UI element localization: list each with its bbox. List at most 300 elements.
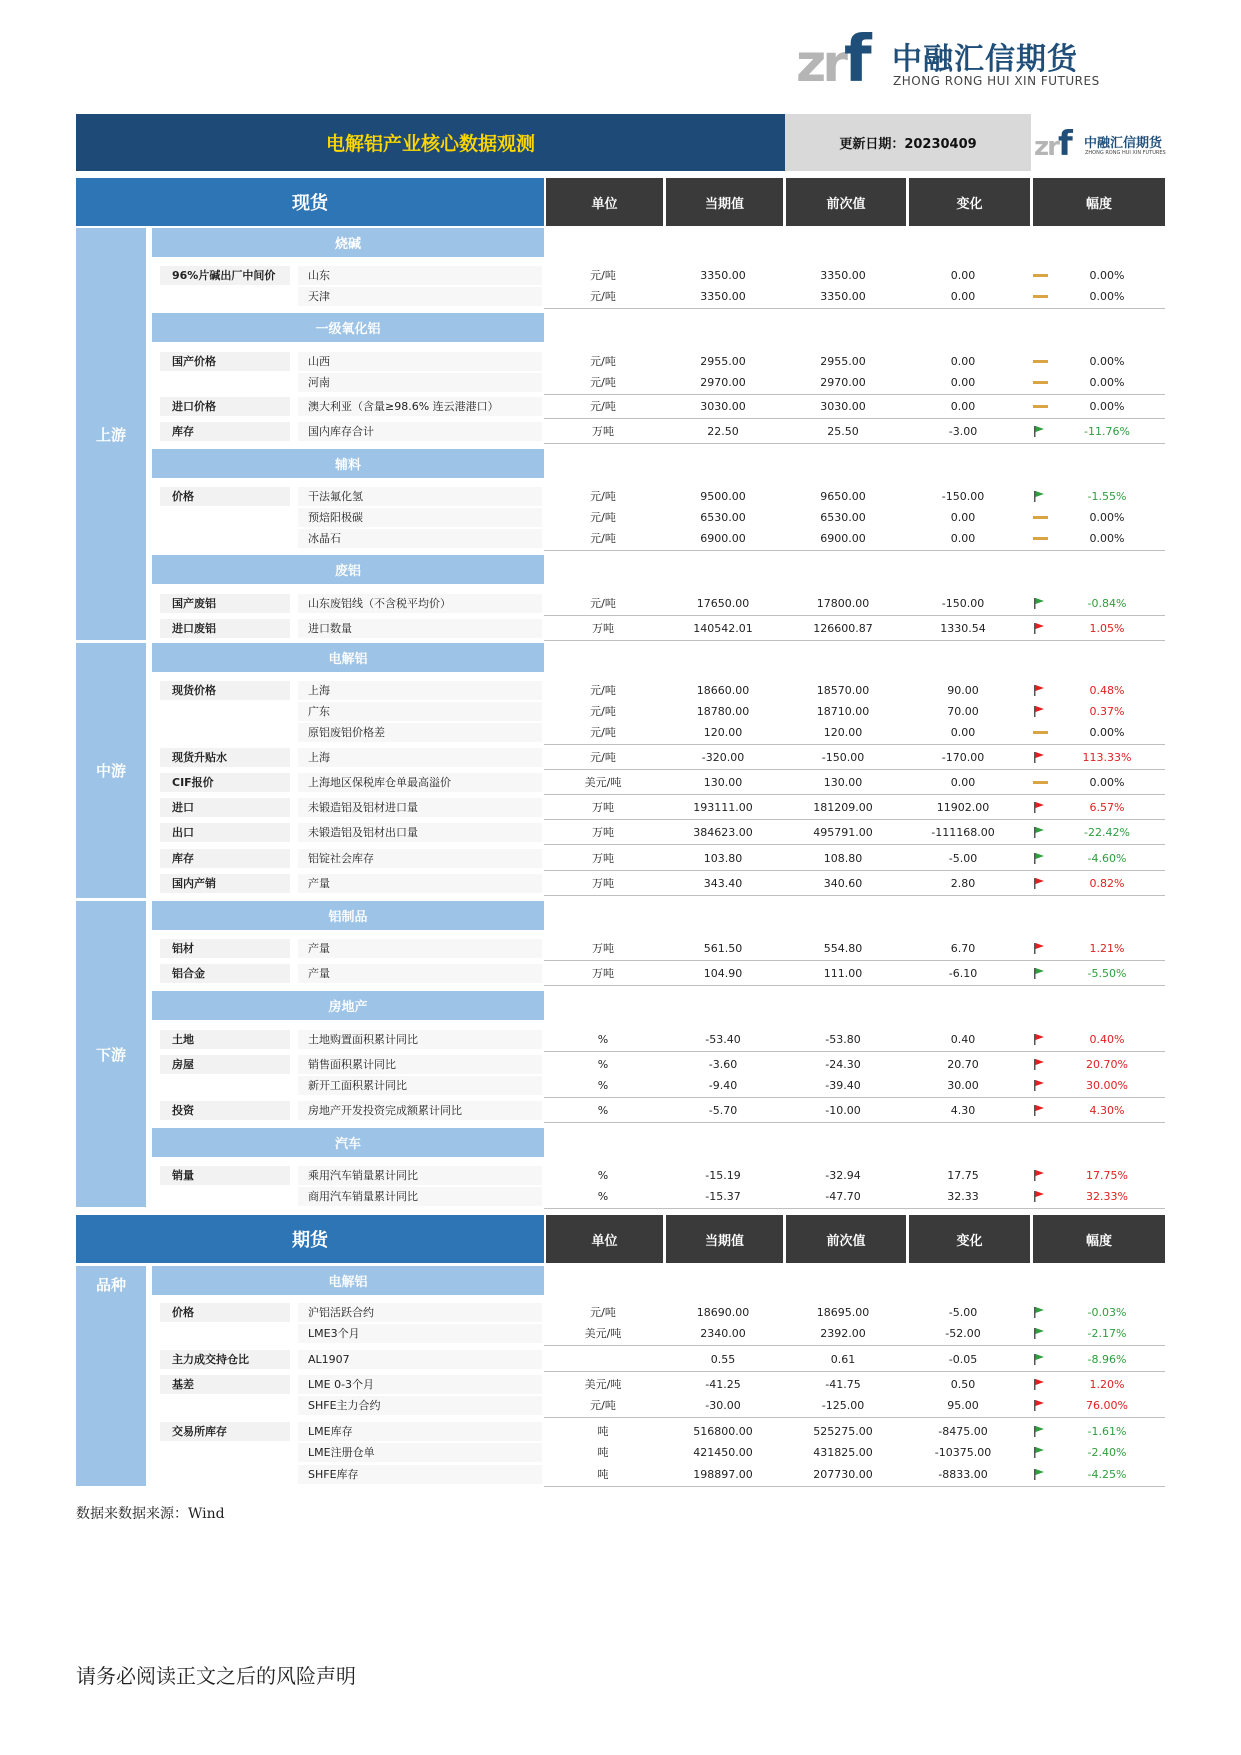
row-change: -150.00 [941, 597, 985, 610]
row-previous-value: 9650.00 [820, 490, 866, 503]
row-change-pct: 0.00% [1089, 400, 1125, 413]
row-change-pct: -1.55% [1087, 490, 1127, 503]
row-unit: 吨 [597, 1446, 609, 1459]
table-row [152, 1323, 1165, 1344]
row-change: 4.30 [950, 1104, 976, 1117]
row-item: 乘用汽车销量累计同比 [298, 1166, 542, 1185]
red-flag-icon [1032, 1169, 1050, 1182]
row-change-pct: 1.21% [1089, 942, 1125, 955]
row-previous-value: 2970.00 [820, 376, 866, 389]
row-current-value: 3350.00 [700, 290, 746, 303]
row-unit: 美元/吨 [584, 1327, 622, 1340]
row-change-pct: -22.42% [1084, 826, 1130, 839]
red-flag-icon [1032, 1058, 1050, 1071]
row-change: -52.00 [945, 1327, 981, 1340]
row-change: 95.00 [947, 1399, 979, 1412]
green-flag-icon [1032, 490, 1050, 503]
col-change-header: 变化 [909, 178, 1030, 226]
row-divider [544, 794, 1165, 795]
row-category: 国产价格 [160, 352, 290, 371]
row-change: 20.70 [947, 1058, 979, 1071]
row-unit: 元/吨 [590, 355, 616, 368]
row-change: 0.00 [950, 726, 976, 739]
row-divider [544, 443, 1165, 444]
row-unit: % [597, 1033, 609, 1046]
flat-dash-icon [1032, 776, 1050, 789]
table-row [152, 351, 1165, 372]
row-divider [544, 744, 1165, 745]
table-row [152, 1421, 1165, 1442]
row-divider [544, 844, 1165, 845]
table-row [152, 1029, 1165, 1050]
row-change-pct: 0.00% [1089, 532, 1125, 545]
row-change: -10375.00 [934, 1446, 992, 1459]
row-change: 30.00 [947, 1079, 979, 1092]
row-divider [544, 895, 1165, 896]
risk-notice: 请务必阅读正文之后的风险声明 [76, 1664, 356, 1688]
futures-header: 期货 [76, 1215, 544, 1263]
row-previous-value: 120.00 [823, 726, 863, 739]
row-unit: 元/吨 [590, 1399, 616, 1412]
table-row [152, 822, 1165, 843]
row-divider [544, 308, 1165, 309]
table-row [152, 722, 1165, 743]
row-current-value: -320.00 [701, 751, 745, 764]
row-unit: 万吨 [592, 622, 614, 635]
row-divider [544, 769, 1165, 770]
row-previous-value: -39.40 [825, 1079, 861, 1092]
table-row [152, 747, 1165, 768]
table-row [152, 938, 1165, 959]
row-change-pct: -4.60% [1087, 852, 1127, 865]
row-category: 国内产销 [160, 874, 290, 893]
row-divider [544, 640, 1165, 641]
table-row [152, 1100, 1165, 1121]
red-flag-icon [1032, 684, 1050, 697]
row-previous-value: -10.00 [825, 1104, 861, 1117]
row-item: 广东 [298, 702, 542, 721]
row-change-pct: 0.82% [1089, 877, 1125, 890]
red-flag-icon [1032, 877, 1050, 890]
row-category: 库存 [160, 849, 290, 868]
row-divider [544, 1486, 1165, 1487]
flat-dash-icon [1032, 355, 1050, 368]
row-item: 上海 [298, 748, 542, 767]
row-change-pct: 0.00% [1089, 290, 1125, 303]
row-change: 0.00 [950, 376, 976, 389]
row-previous-value: 431825.00 [813, 1446, 873, 1459]
row-current-value: 3030.00 [700, 400, 746, 413]
row-change: -111168.00 [931, 826, 995, 839]
row-change-pct: -11.76% [1084, 425, 1130, 438]
row-previous-value: 111.00 [823, 967, 863, 980]
row-previous-value: 0.61 [830, 1353, 856, 1366]
table-row [152, 1054, 1165, 1075]
company-logo [796, 23, 1100, 97]
section-header: 房地产 [152, 991, 544, 1020]
row-unit: 万吨 [592, 425, 614, 438]
row-change: 11902.00 [936, 801, 990, 814]
row-previous-value: 18695.00 [816, 1306, 870, 1319]
section-header: 一级氧化铝 [152, 313, 544, 342]
row-change-pct: -8.96% [1087, 1353, 1127, 1366]
red-flag-icon [1032, 1079, 1050, 1092]
row-divider [544, 1371, 1165, 1372]
table-row [152, 618, 1165, 639]
row-current-value: 9500.00 [700, 490, 746, 503]
green-flag-icon [1032, 1327, 1050, 1340]
row-current-value: 18660.00 [696, 684, 750, 697]
row-previous-value: -24.30 [825, 1058, 861, 1071]
row-change: 0.50 [950, 1378, 976, 1391]
col-current-header: 当期值 [666, 178, 783, 226]
row-previous-value: 495791.00 [813, 826, 873, 839]
row-previous-value: 130.00 [823, 776, 863, 789]
row-current-value: 3350.00 [700, 269, 746, 282]
table-row [152, 701, 1165, 722]
red-flag-icon [1032, 1399, 1050, 1412]
table-row [152, 1464, 1165, 1485]
row-change-pct: 76.00% [1086, 1399, 1128, 1412]
row-change: -8833.00 [938, 1468, 988, 1481]
section-header: 汽车 [152, 1128, 544, 1157]
table-row [152, 528, 1165, 549]
row-change: -170.00 [941, 751, 985, 764]
row-item: 河南 [298, 373, 542, 392]
spot-header: 现货 [76, 178, 544, 226]
table-row [152, 593, 1165, 614]
row-item: 原铝废铝价格差 [298, 723, 542, 742]
row-current-value: -9.40 [708, 1079, 738, 1092]
table-row [152, 848, 1165, 869]
flat-dash-icon [1032, 290, 1050, 303]
row-previous-value: 18710.00 [816, 705, 870, 718]
row-previous-value: 3350.00 [820, 290, 866, 303]
row-previous-value: -125.00 [821, 1399, 865, 1412]
green-flag-icon [1032, 1306, 1050, 1319]
row-previous-value: 126600.87 [813, 622, 873, 635]
row-current-value: -15.37 [705, 1190, 741, 1203]
col-unit-header: 单位 [546, 178, 663, 226]
row-item: 商用汽车销量累计同比 [298, 1187, 542, 1206]
flat-dash-icon [1032, 269, 1050, 282]
row-unit: 万吨 [592, 852, 614, 865]
flat-dash-icon [1032, 376, 1050, 389]
row-item: 山西 [298, 352, 542, 371]
row-previous-value: -47.70 [825, 1190, 861, 1203]
red-flag-icon [1032, 1104, 1050, 1117]
row-change-pct: 0.00% [1089, 726, 1125, 739]
row-current-value: 120.00 [703, 726, 743, 739]
section-header: 电解铝 [152, 643, 544, 672]
row-change: -3.00 [948, 425, 978, 438]
row-change-pct: 0.00% [1089, 776, 1125, 789]
section-header: 废铝 [152, 555, 544, 584]
row-category: 铝合金 [160, 964, 290, 983]
logo-mark: zrf [796, 23, 868, 97]
row-unit: 万吨 [592, 801, 614, 814]
section-header: 烧碱 [152, 228, 544, 257]
row-unit: % [597, 1190, 609, 1203]
row-current-value: 516800.00 [693, 1425, 753, 1438]
row-change: -5.00 [948, 852, 978, 865]
row-current-value: 2955.00 [700, 355, 746, 368]
row-divider [544, 960, 1165, 961]
row-previous-value: 181209.00 [813, 801, 873, 814]
row-category: 铝材 [160, 939, 290, 958]
row-previous-value: 554.80 [823, 942, 863, 955]
logo-name-en: ZHONG RONG HUI XIN FUTURES [893, 74, 1100, 88]
table-row [152, 372, 1165, 393]
row-change-pct: 32.33% [1086, 1190, 1128, 1203]
row-unit: 万吨 [592, 877, 614, 890]
red-flag-icon [1032, 622, 1050, 635]
row-item: 房地产开发投资完成额累计同比 [298, 1101, 542, 1120]
row-current-value: 104.90 [703, 967, 743, 980]
row-change-pct: 0.00% [1089, 511, 1125, 524]
green-flag-icon [1032, 1425, 1050, 1438]
row-item: 沪铝活跃合约 [298, 1303, 542, 1322]
row-unit: 元/吨 [590, 751, 616, 764]
row-item: 澳大利亚（含量≥98.6% 连云港港口） [298, 397, 542, 416]
row-current-value: 22.50 [707, 425, 739, 438]
row-item: LME库存 [298, 1422, 542, 1441]
row-divider [544, 1051, 1165, 1052]
row-unit: 元/吨 [590, 290, 616, 303]
table-row [152, 286, 1165, 307]
row-change-pct: 0.37% [1089, 705, 1125, 718]
row-item: 产量 [298, 964, 542, 983]
flat-dash-icon [1032, 400, 1050, 413]
col-previous-header: 前次值 [786, 178, 906, 226]
row-previous-value: 6530.00 [820, 511, 866, 524]
row-change: 0.00 [950, 355, 976, 368]
row-current-value: 130.00 [703, 776, 743, 789]
row-item: 新开工面积累计同比 [298, 1076, 542, 1095]
row-current-value: 421450.00 [693, 1446, 753, 1459]
row-previous-value: 2392.00 [820, 1327, 866, 1340]
row-current-value: 343.40 [703, 877, 743, 890]
row-category: 主力成交持仓比 [160, 1350, 290, 1369]
table-row [152, 680, 1165, 701]
red-flag-icon [1032, 751, 1050, 764]
table-row [152, 265, 1165, 286]
table-row [152, 772, 1165, 793]
row-previous-value: 207730.00 [813, 1468, 873, 1481]
row-previous-value: 340.60 [823, 877, 863, 890]
red-flag-icon [1032, 1033, 1050, 1046]
row-change: 0.40 [950, 1033, 976, 1046]
row-change-pct: -0.84% [1087, 597, 1127, 610]
row-change-pct: 20.70% [1086, 1058, 1128, 1071]
row-change: 32.33 [947, 1190, 979, 1203]
row-change: -150.00 [941, 490, 985, 503]
row-current-value: 140542.01 [693, 622, 753, 635]
row-previous-value: -41.75 [825, 1378, 861, 1391]
table-row [152, 507, 1165, 528]
table-row [152, 873, 1165, 894]
row-item: LME3个月 [298, 1324, 542, 1343]
green-flag-icon [1032, 826, 1050, 839]
row-previous-value: 525275.00 [813, 1425, 873, 1438]
row-current-value: 384623.00 [693, 826, 753, 839]
red-flag-icon [1032, 942, 1050, 955]
row-unit: 元/吨 [590, 532, 616, 545]
row-previous-value: 108.80 [823, 852, 863, 865]
row-divider [544, 394, 1165, 395]
row-current-value: 0.55 [710, 1353, 736, 1366]
row-change-pct: 0.40% [1089, 1033, 1125, 1046]
row-change-pct: 0.00% [1089, 376, 1125, 389]
fut-col-change-header: 变化 [909, 1215, 1030, 1263]
row-previous-value: 3350.00 [820, 269, 866, 282]
row-current-value: 198897.00 [693, 1468, 753, 1481]
row-divider [544, 870, 1165, 871]
section-header: 铝制品 [152, 901, 544, 930]
row-unit: 元/吨 [590, 705, 616, 718]
section-header: 辅料 [152, 449, 544, 478]
row-item: 土地购置面积累计同比 [298, 1030, 542, 1049]
row-divider [544, 1122, 1165, 1123]
row-divider [544, 615, 1165, 616]
row-change-pct: 17.75% [1086, 1169, 1128, 1182]
row-current-value: 6530.00 [700, 511, 746, 524]
row-unit: % [597, 1058, 609, 1071]
table-row [152, 396, 1165, 417]
green-flag-icon [1032, 597, 1050, 610]
red-flag-icon [1032, 705, 1050, 718]
row-unit: 元/吨 [590, 400, 616, 413]
row-change-pct: 30.00% [1086, 1079, 1128, 1092]
row-unit: 万吨 [592, 967, 614, 980]
row-item: 产量 [298, 939, 542, 958]
report-title: 电解铝产业核心数据观测 [76, 114, 785, 171]
row-current-value: 561.50 [703, 942, 743, 955]
row-change-pct: -2.17% [1087, 1327, 1127, 1340]
row-previous-value: -150.00 [821, 751, 865, 764]
row-current-value: 6900.00 [700, 532, 746, 545]
row-current-value: -5.70 [708, 1104, 738, 1117]
update-date: 更新日期：20230409 [785, 114, 1031, 171]
row-item: 干法氟化氢 [298, 487, 542, 506]
row-category: 房屋 [160, 1055, 290, 1074]
table-row [152, 1395, 1165, 1416]
row-change-pct: 1.20% [1089, 1378, 1125, 1391]
small-company-logo: zrf 中融汇信期货 ZHONG RONG HUI XIN FUTURES [1034, 124, 1166, 164]
row-unit: 元/吨 [590, 269, 616, 282]
red-flag-icon [1032, 1378, 1050, 1391]
row-category: 进口废铝 [160, 619, 290, 638]
row-divider [544, 985, 1165, 986]
row-change-pct: 0.48% [1089, 684, 1125, 697]
row-current-value: 193111.00 [693, 801, 753, 814]
row-category: 投资 [160, 1101, 290, 1120]
row-current-value: 17650.00 [696, 597, 750, 610]
row-change-pct: 1.05% [1089, 622, 1125, 635]
row-divider [544, 819, 1165, 820]
row-item: 山东 [298, 266, 542, 285]
table-row [152, 486, 1165, 507]
group-upstream: 上游 [76, 228, 146, 640]
row-item: AL1907 [298, 1350, 542, 1369]
row-previous-value: 18570.00 [816, 684, 870, 697]
row-item: 未锻造铝及铝材进口量 [298, 798, 542, 817]
row-current-value: 2970.00 [700, 376, 746, 389]
row-item: SHFE主力合约 [298, 1396, 542, 1415]
row-current-value: -15.19 [705, 1169, 741, 1182]
row-divider [544, 418, 1165, 419]
row-change: -6.10 [948, 967, 978, 980]
row-change: 70.00 [947, 705, 979, 718]
row-divider [544, 1208, 1165, 1209]
row-change: 0.00 [950, 400, 976, 413]
group-midstream: 中游 [76, 643, 146, 898]
row-divider [544, 1097, 1165, 1098]
row-item: LME注册仓单 [298, 1443, 542, 1462]
row-previous-value: 3030.00 [820, 400, 866, 413]
group-variety: 品种 [76, 1266, 146, 1486]
row-change-pct: -0.03% [1087, 1306, 1127, 1319]
row-change-pct: 6.57% [1089, 801, 1125, 814]
row-divider [544, 550, 1165, 551]
row-change-pct: -5.50% [1087, 967, 1127, 980]
row-current-value: 18690.00 [696, 1306, 750, 1319]
table-row [152, 1302, 1165, 1323]
row-item: 铝锭社会库存 [298, 849, 542, 868]
row-current-value: -3.60 [708, 1058, 738, 1071]
row-unit: % [597, 1169, 609, 1182]
row-category: 进口价格 [160, 397, 290, 416]
red-flag-icon [1032, 1190, 1050, 1203]
row-category: 交易所库存 [160, 1422, 290, 1441]
row-change-pct: -1.61% [1087, 1425, 1127, 1438]
row-unit: % [597, 1104, 609, 1117]
row-unit: 吨 [597, 1425, 609, 1438]
row-divider [544, 1345, 1165, 1346]
fut-col-current-header: 当期值 [666, 1215, 783, 1263]
row-item: 预焙阳极碳 [298, 508, 542, 527]
row-change: -5.00 [948, 1306, 978, 1319]
green-flag-icon [1032, 967, 1050, 980]
row-change-pct: -2.40% [1087, 1446, 1127, 1459]
flat-dash-icon [1032, 511, 1050, 524]
row-current-value: 18780.00 [696, 705, 750, 718]
row-unit: 美元/吨 [584, 1378, 622, 1391]
green-flag-icon [1032, 1468, 1050, 1481]
row-previous-value: 2955.00 [820, 355, 866, 368]
row-previous-value: -32.94 [825, 1169, 861, 1182]
row-change: 90.00 [947, 684, 979, 697]
row-previous-value: -53.80 [825, 1033, 861, 1046]
row-change: 6.70 [950, 942, 976, 955]
table-row [152, 1075, 1165, 1096]
row-item: 国内库存合计 [298, 422, 542, 441]
row-unit: 元/吨 [590, 726, 616, 739]
row-item: 上海 [298, 681, 542, 700]
row-change: 0.00 [950, 776, 976, 789]
row-category: 基差 [160, 1375, 290, 1394]
table-row [152, 1349, 1165, 1370]
row-category: 价格 [160, 487, 290, 506]
row-change-pct: 4.30% [1089, 1104, 1125, 1117]
row-item: 冰晶石 [298, 529, 542, 548]
row-change: 0.00 [950, 511, 976, 524]
table-row [152, 421, 1165, 442]
row-change: -8475.00 [938, 1425, 988, 1438]
row-category: 土地 [160, 1030, 290, 1049]
row-unit: 美元/吨 [584, 776, 622, 789]
row-change: 1330.54 [940, 622, 986, 635]
